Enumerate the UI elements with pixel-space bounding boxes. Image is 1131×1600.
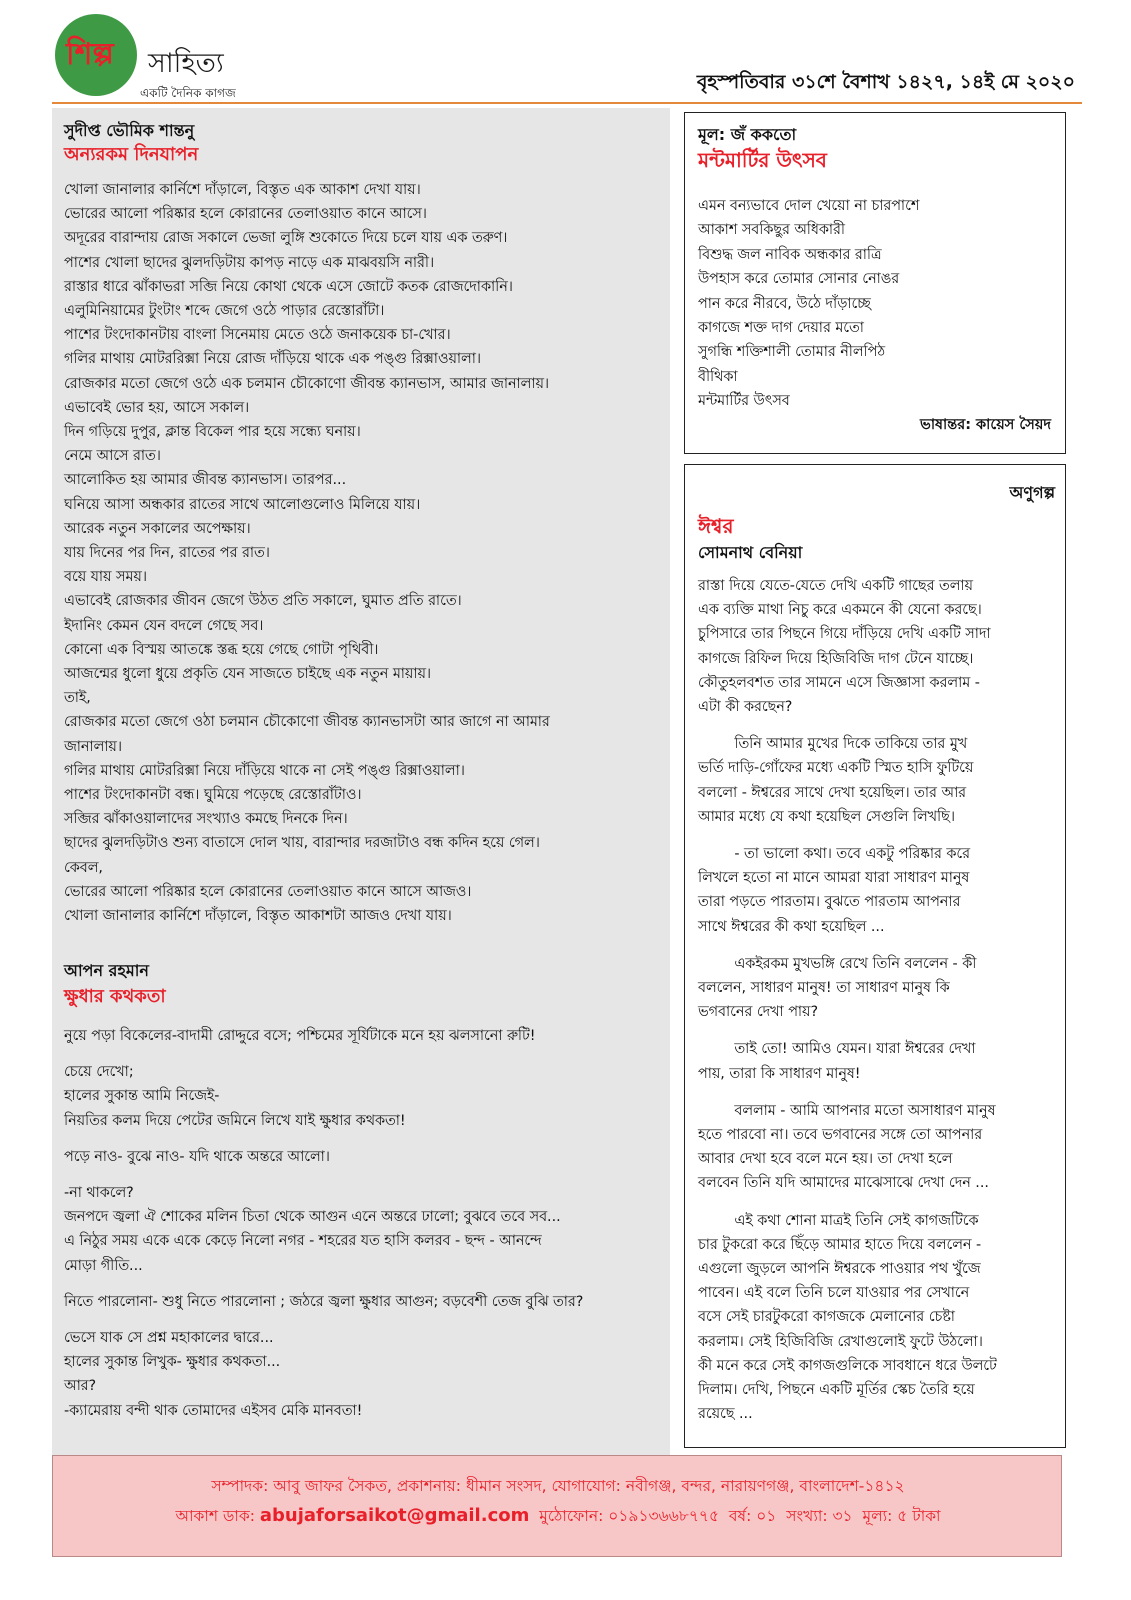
- poem3-line: সুগন্ধি শক্তিশালী তোমার নীলপিঠ: [698, 344, 885, 361]
- poem2-author: আপন রহমান: [64, 961, 149, 980]
- poem2-line: নিতে পারলোনা- শুধু নিতে পারলোনা ; জঠরে জ্বলা ক্ষুধার আগুন; বড়বেশী তেজ বুঝি তার?: [64, 1293, 584, 1310]
- poem1-line: আলোকিত হয় আমার জীবন্ত ক্যানভাস। তারপর...: [64, 472, 347, 489]
- story-line: পাবেন। এই বলে তিনি চলে যাওয়ার পর সেখানে: [698, 1285, 970, 1302]
- poem3-line: পান করে নীরবে, উঠে দাঁড়াচ্ছে: [698, 295, 871, 312]
- story-title: ঈশ্বর: [698, 514, 734, 538]
- story-line: রাস্তা দিয়ে যেতে-যেতে দেখি একটি গাছের তলায়: [698, 578, 973, 594]
- story-line: বললাম - আমি আপনার মতো অসাধারণ মানুষ: [698, 1102, 996, 1119]
- story-line: করলাম। সেই হিজিবিজি রেখাগুলোই ফুটে উঠলো।: [698, 1333, 983, 1350]
- story-author: সোমনাথ বেনিয়া: [698, 543, 803, 562]
- poem1-line: খোলা জানালার কার্নিশে দাঁড়ালে, বিস্তৃত এক আকাশ দেখা যায়।: [64, 182, 421, 198]
- poem3-line: মন্টমার্টির উৎসব: [698, 393, 790, 410]
- poem1-line: খোলা জানালার কার্নিশে দাঁড়ালে, বিস্তৃত আকাশটা আজও দেখা যায়।: [64, 908, 452, 925]
- story-paragraph: [698, 574, 997, 719]
- poem1-line: বয়ে যায় সময়।: [64, 569, 147, 586]
- poem1-line: ঘনিয়ে আসা অন্ধকার রাতের সাথে আলোগুলোও মিলিয়ে যায়।: [64, 496, 421, 513]
- poem2-line: মোড়া গীতি...: [64, 1257, 143, 1274]
- poem1-line: গলির মাথায় মোটররিক্সা নিয়ে রোজ দাঁড়িয়ে থাকে এক পঙ্গু রিক্সাওয়ালা।: [64, 351, 481, 368]
- footer-email[interactable]: abujaforsaikot@gmail.com: [259, 1505, 530, 1526]
- poem1-line: নেমে আসে রাত।: [64, 448, 161, 465]
- story-line: হতে পারবো না। তবে ভগবানের সঙ্গে তো আপনার: [698, 1127, 983, 1144]
- logo-shilpo: শিল্প: [66, 37, 114, 72]
- footer-phone: মুঠোফোন: ০১৯১৩৬৬৮৭৭৫: [539, 1507, 720, 1525]
- poem1-line: এভাবেই ভোর হয়, আসে সকাল।: [64, 399, 250, 416]
- story-line: বললেন, সাধারণ মানুষ! তা সাধারণ মানুষ কি: [698, 980, 950, 997]
- poem1-line: রোজকার মতো জেগে ওঠা চলমান চৌকোণো জীবন্ত ক্যানভাসটা আর জাগে না আমার: [64, 714, 550, 731]
- footer-banner: [52, 1455, 1062, 1557]
- story-line: এই কথা শোনা মাত্রই তিনি সেই কাগজটিকে: [698, 1212, 979, 1229]
- poem2-line: নুয়ে পড়া বিকেলের-বাদামী রোদ্দুরে বসে; পশ্চিমের সূর্যিটাকে মনে হয় ঝলসানো রুটি!: [64, 1028, 536, 1044]
- poem2-line: চেয়ে দেখো;: [64, 1064, 134, 1081]
- footer-year: বর্ষ: ০১: [728, 1507, 777, 1525]
- poem2-line: ভেসে যাক সে প্রশ্ন মহাকালের দ্বারে...: [64, 1330, 274, 1347]
- poem1-line: যায় দিনের পর দিন, রাতের পর রাত।: [64, 545, 270, 562]
- story-line: লিখলে হতো না মানে আমরা যারা সাধারণ মানুষ: [698, 870, 970, 887]
- poem2-line: হালের সুকান্ত আমি নিজেই-: [64, 1088, 220, 1105]
- story-paragraph: [698, 1099, 997, 1196]
- footer-issue: সংখ্যা: ৩১: [786, 1507, 853, 1525]
- story-line: একইরকম মুখভঙ্গি রেখে তিনি বললেন - কী: [698, 955, 977, 972]
- poem1-body: [64, 178, 550, 928]
- poem1-line: দিন গড়িয়ে দুপুর, ক্লান্ত বিকেল পার হয়ে সন্ধ্যে ঘনায়।: [64, 424, 361, 441]
- poem2-line: নিয়তির কলম দিয়ে পেটের জমিনে লিখে যাই ক্ষুধার কথকতা!: [64, 1112, 406, 1129]
- poem1-line: গলির মাথায় মোটররিক্সা নিয়ে দাঁড়িয়ে থাকে না সেই পঙ্গু রিক্সাওয়ালা।: [64, 762, 465, 779]
- poem2-title: ক্ষুধার কথকতা: [64, 986, 166, 1007]
- poem2-line: [64, 1169, 583, 1181]
- poem3-line: কাগজে শক্ত দাগ দেয়ার মতো: [698, 320, 864, 337]
- poem1-line: এভাবেই রোজকার জীবন জেগে উঠত প্রতি সকালে, ঘুমাত প্রতি রাতে।: [64, 593, 462, 610]
- story-line: তিনি আমার মুখের দিকে তাকিয়ে তার মুখ: [698, 736, 968, 753]
- story-line: পায়, তারা কি সাধারণ মানুষ!: [698, 1065, 861, 1082]
- poem1-line: জানালায়।: [64, 738, 122, 755]
- poem1-line: কেবল,: [64, 859, 103, 876]
- poem2-line: জনপদে জ্বলা ঐ শোকের মলিন চিতা থেকে আগুন এনে অন্তরে ঢালো; বুঝবে তবে সব...: [64, 1209, 561, 1226]
- poem1-line: ভোরের আলো পরিষ্কার হলে কোরানের তেলাওয়াত কানে আসে।: [64, 206, 427, 223]
- story-line: তাই তো! আমিও যেমন। যারা ঈশ্বরের দেখা: [698, 1041, 976, 1058]
- story-line: এক ব্যক্তি মাথা নিচু করে একমনে কী যেনো করছে।: [698, 602, 982, 619]
- story-line: বললো - ঈশ্বরের সাথে দেখা হয়েছিল। তার আর: [698, 784, 967, 801]
- story-line: আমার মধ্যে যে কথা হয়েছিল সেগুলি লিখছি।: [698, 808, 955, 825]
- poem1-line: এলুমিনিয়ামের টুংটাং শব্দে জেগে ওঠে পাড়ার রেস্তোরাঁটা।: [64, 303, 385, 320]
- story-paragraph: [698, 1037, 997, 1085]
- poem2-body: [64, 1024, 583, 1423]
- poem1-author: সুদীপ্ত ভৌমিক শান্তনু: [64, 121, 195, 140]
- poem3-line: বীথিকা: [698, 368, 738, 385]
- poem1-line: পাশের খোলা ছাদের ঝুলদড়িটায় কাপড় নাড়ে এক মাঝবয়সি নারী।: [64, 254, 435, 271]
- header-rule: [52, 102, 1082, 104]
- poem1-line: ভোরের আলো পরিষ্কার হলে কোরানের তেলাওয়াত কানে আসে আজও।: [64, 883, 472, 900]
- issue-date: বৃহস্পতিবার ৩১শে বৈশাখ ১৪২৭, ১৪ই মে ২০২০: [696, 71, 1075, 93]
- poem1-line: তাই,: [64, 690, 91, 707]
- footer-price: মূল্য: ৫ টাকা: [862, 1507, 941, 1525]
- poem1-line: কোনো এক বিস্ময় আতঙ্কে স্তব্ধ হয়ে গেছে গোটা পৃথিবী।: [64, 641, 379, 658]
- poem1-title: অন্যরকম দিনযাপন: [64, 144, 199, 165]
- poem2-line: -না থাকলে?: [64, 1185, 134, 1202]
- logo-sahitya: সাহিত্য: [148, 48, 224, 79]
- poem1-line: সব্জির ঝাঁকাওয়ালাদের সংখ্যাও কমছে দিনকে দিন।: [64, 811, 348, 828]
- poem2-line: [64, 1048, 583, 1060]
- story-line: এটা কী করছেন?: [698, 699, 793, 716]
- story-line: কী মনে করে সেই কাগজগুলিকে সাবধানে ধরে উলটে: [698, 1357, 997, 1374]
- story-paragraph: [698, 952, 997, 1025]
- poem2-line: -ক্যামেরায় বন্দী থাক তোমাদের এইসব মেকি মানবতা!: [64, 1402, 363, 1419]
- story-line: সাথে ঈশ্বরের কী কথা হয়েছিল ...: [698, 918, 885, 935]
- story-body: [698, 574, 997, 1440]
- poem1-line: পাশের টংদোকানটায় বাংলা সিনেমায় মেতে ওঠে জনাকয়েক চা-খোর।: [64, 327, 451, 344]
- poem2-line: এ নিঠুর সময় একে একে কেড়ে নিলো নগর - শহরের যত হাসি কলরব - ছন্দ - আনন্দে: [64, 1233, 542, 1250]
- poem3-line: এমন বন্যভাবে দোল খেয়ো না চারপাশে: [698, 198, 920, 214]
- poem1-line: আরেক নতুন সকালের অপেক্ষায়।: [64, 520, 251, 537]
- footer-contact-line: [53, 1504, 1063, 1530]
- poem1-line: পাশের টংদোকানটা বন্ধ। ঘুমিয়ে পড়েছে রেস্তোরাঁটাও।: [64, 787, 362, 804]
- poem3-line: বিশুদ্ধ জল নাবিক অন্ধকার রাত্রি: [698, 246, 882, 263]
- poem1-line: ইদানিং কেমন যেন বদলে গেছে সব।: [64, 617, 264, 634]
- story-line: কাগজে রিফিল দিয়ে হিজিবিজি দাগ টেনে যাচ্ছে।: [698, 650, 974, 667]
- poem2-line: [64, 1133, 583, 1145]
- poem3-title: মন্টমার্টির উৎসব: [698, 148, 827, 172]
- footer-email-label: আকাশ ডাক:: [175, 1507, 255, 1525]
- poem3-body: [698, 194, 919, 414]
- poem2-line: হালের সুকান্ত লিখুক- ক্ষুধার কথকতা...: [64, 1354, 281, 1371]
- poem1-line: রাস্তার ধারে ঝাঁকাভরা সব্জি নিয়ে কোথা থেকে এসে জোটে কতক রোজদোকানি।: [64, 278, 513, 295]
- poem3-line: উপহাস করে তোমার সোনার নোঙর: [698, 271, 900, 288]
- story-line: ভগবানের দেখা পায়?: [698, 1004, 819, 1021]
- story-line: চার টুকরো করে ছিঁড়ে আমার হাতে দিয়ে বললেন -: [698, 1236, 982, 1253]
- poem2-line: আর?: [64, 1378, 97, 1395]
- story-line: তারা পড়তে পারতাম। বুঝতে পারতাম আপনার: [698, 894, 961, 911]
- poem2-line: [64, 1278, 583, 1290]
- story-line: আবার দেখা হবে বলে মনে হয়। তা দেখা হলে: [698, 1151, 953, 1168]
- poem1-line: আজন্মের ধুলো ধুয়ে প্রকৃতি যেন সাজতে চাইছে এক নতুন মায়ায়।: [64, 666, 432, 683]
- story-line: বলবেন তিনি যদি আমাদের মাঝেসাঝে দেখা দেন ...: [698, 1175, 989, 1192]
- story-paragraph: [698, 842, 997, 939]
- poem3-translator: ভাষান্তর: কায়েস সৈয়দ: [920, 417, 1051, 433]
- footer-editor-line: সম্পাদক: আবু জাফর সৈকত, প্রকাশনায়: ধীমান সংসদ, যোগাযোগ: নবীগঞ্জ, বন্দর, নারায়ণগঞ্জ, বাংলাদেশ-১৪১২: [211, 1477, 905, 1495]
- poem3-line: আকাশ সবকিছুর অধিকারী: [698, 222, 845, 239]
- poem1-line: অদূরের বারান্দায় রোজ সকালে ভেজা লুঙ্গি শুকোতে দিয়ে চলে যায় এক তরুণ।: [64, 230, 508, 247]
- poem3-original-author: মূল: জঁ ককতো: [698, 125, 797, 144]
- story-paragraph: [698, 732, 997, 829]
- logo-tagline: একটি দৈনিক কাগজ: [140, 86, 236, 100]
- story-line: - তা ভালো কথা। তবে একটু পরিষ্কার করে: [698, 846, 970, 863]
- story-line: কৌতুহলবশত তার সামনে এসে জিজ্ঞাসা করলাম -: [698, 674, 980, 691]
- poem1-line: রোজকার মতো জেগে ওঠে এক চলমান চৌকোণো জীবন্ত ক্যানভাস, আমার জানালায়।: [64, 375, 550, 392]
- poem2-line: পড়ে নাও- বুঝে নাও- যদি থাকে অন্তরে আলো।: [64, 1148, 330, 1165]
- story-line: চুপিসারে তার পিছনে গিয়ে দাঁড়িয়ে দেখি একটি সাদা: [698, 626, 991, 643]
- story-line: রয়েছে ...: [698, 1406, 753, 1423]
- story-line: ভর্তি দাড়ি-গোঁফের মধ্যে একটি স্মিত হাসি ফুটিয়ে: [698, 760, 974, 777]
- story-line: এগুলো জুড়লে আপনি ঈশ্বরকে পাওয়ার পথ খুঁজে: [698, 1261, 981, 1278]
- poem2-line: [64, 1314, 583, 1326]
- story-category: অণুগল্প: [1009, 483, 1055, 502]
- story-paragraph: [698, 1209, 997, 1427]
- story-line: বসে সেই চারটুকরো কাগজকে মেলানোর চেষ্টা: [698, 1309, 955, 1326]
- story-line: দিলাম। দেখি, পিছনে একটি মূর্তির স্কেচ তৈরি হয়ে: [698, 1382, 975, 1399]
- poem1-line: ছাদের ঝুলদড়িটাও শুন্য বাতাসে দোল খায়, বারান্দার দরজাটাও বন্ধ কদিন হয়ে গেল।: [64, 835, 540, 852]
